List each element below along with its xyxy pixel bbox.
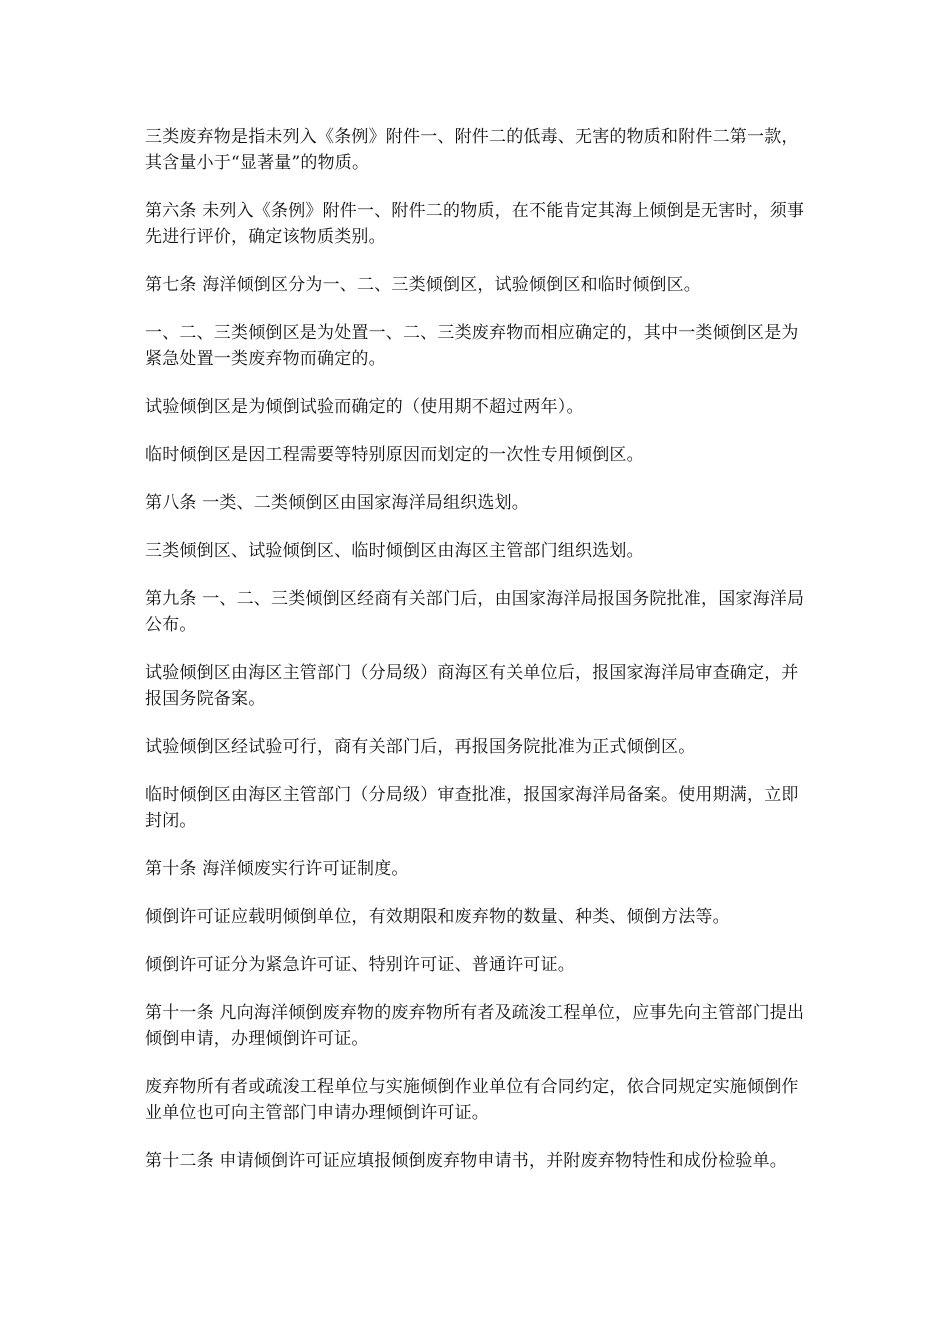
paragraph: 第十一条 凡向海洋倾倒废弃物的废弃物所有者及疏浚工程单位，应事先向主管部门提出倾倒申请，办理倾倒许可证。 <box>145 1003 805 1049</box>
paragraph: 第九条 一、二、三类倾倒区经商有关部门后，由国家海洋局报国务院批准，国家海洋局公布。 <box>145 589 805 635</box>
paragraph: 第七条 海洋倾倒区分为一、二、三类倾倒区，试验倾倒区和临时倾倒区。 <box>145 275 702 295</box>
paragraph: 试验倾倒区由海区主管部门（分局级）商海区有关单位后，报国家海洋局审查确定，并报国务院备案。 <box>145 663 799 709</box>
paragraph: 废弃物所有者或疏浚工程单位与实施倾倒作业单位有合同约定，依合同规定实施倾倒作业单位也可向主管部门申请办理倾倒许可证。 <box>145 1077 799 1123</box>
paragraph: 第八条 一类、二类倾倒区由国家海洋局组织选划。 <box>145 493 530 513</box>
paragraph: 倾倒许可证应载明倾倒单位，有效期限和废弃物的数量、种类、倾倒方法等。 <box>145 907 730 927</box>
paragraph: 第六条 未列入《条例》附件一、附件二的物质，在不能肯定其海上倾倒是无害时，须事先进行评价，确定该物质类别。 <box>145 201 805 247</box>
paragraph: 三类倾倒区、试验倾倒区、临时倾倒区由海区主管部门组织选划。 <box>145 541 644 561</box>
paragraph: 试验倾倒区经试验可行，商有关部门后，再报国务院批准为正式倾倒区。 <box>145 737 696 757</box>
paragraph: 倾倒许可证分为紧急许可证、特别许可证、普通许可证。 <box>145 955 575 975</box>
document-body <box>145 124 815 1196</box>
paragraph: 一、二、三类倾倒区是为处置一、二、三类废弃物而相应确定的，其中一类倾倒区是为紧急处置一类废弃物而确定的。 <box>145 323 799 369</box>
paragraph: 三类废弃物是指未列入《条例》附件一、附件二的低毒、无害的物质和附件二第一款，其含量小于“显著量”的物质。 <box>145 127 799 173</box>
paragraph: 试验倾倒区是为倾倒试验而确定的（使用期不超过两年）。 <box>145 397 584 417</box>
paragraph: 第十条 海洋倾废实行许可证制度。 <box>145 859 409 879</box>
paragraph: 第十二条 申请倾倒许可证应填报倾倒废弃物申请书，并附废弃物特性和成份检验单。 <box>145 1151 788 1171</box>
paragraph: 临时倾倒区是因工程需要等特别原因而划定的一次性专用倾倒区。 <box>145 445 644 465</box>
paragraph: 临时倾倒区由海区主管部门（分局级）审查批准，报国家海洋局备案。使用期满，立即封闭。 <box>145 785 799 831</box>
